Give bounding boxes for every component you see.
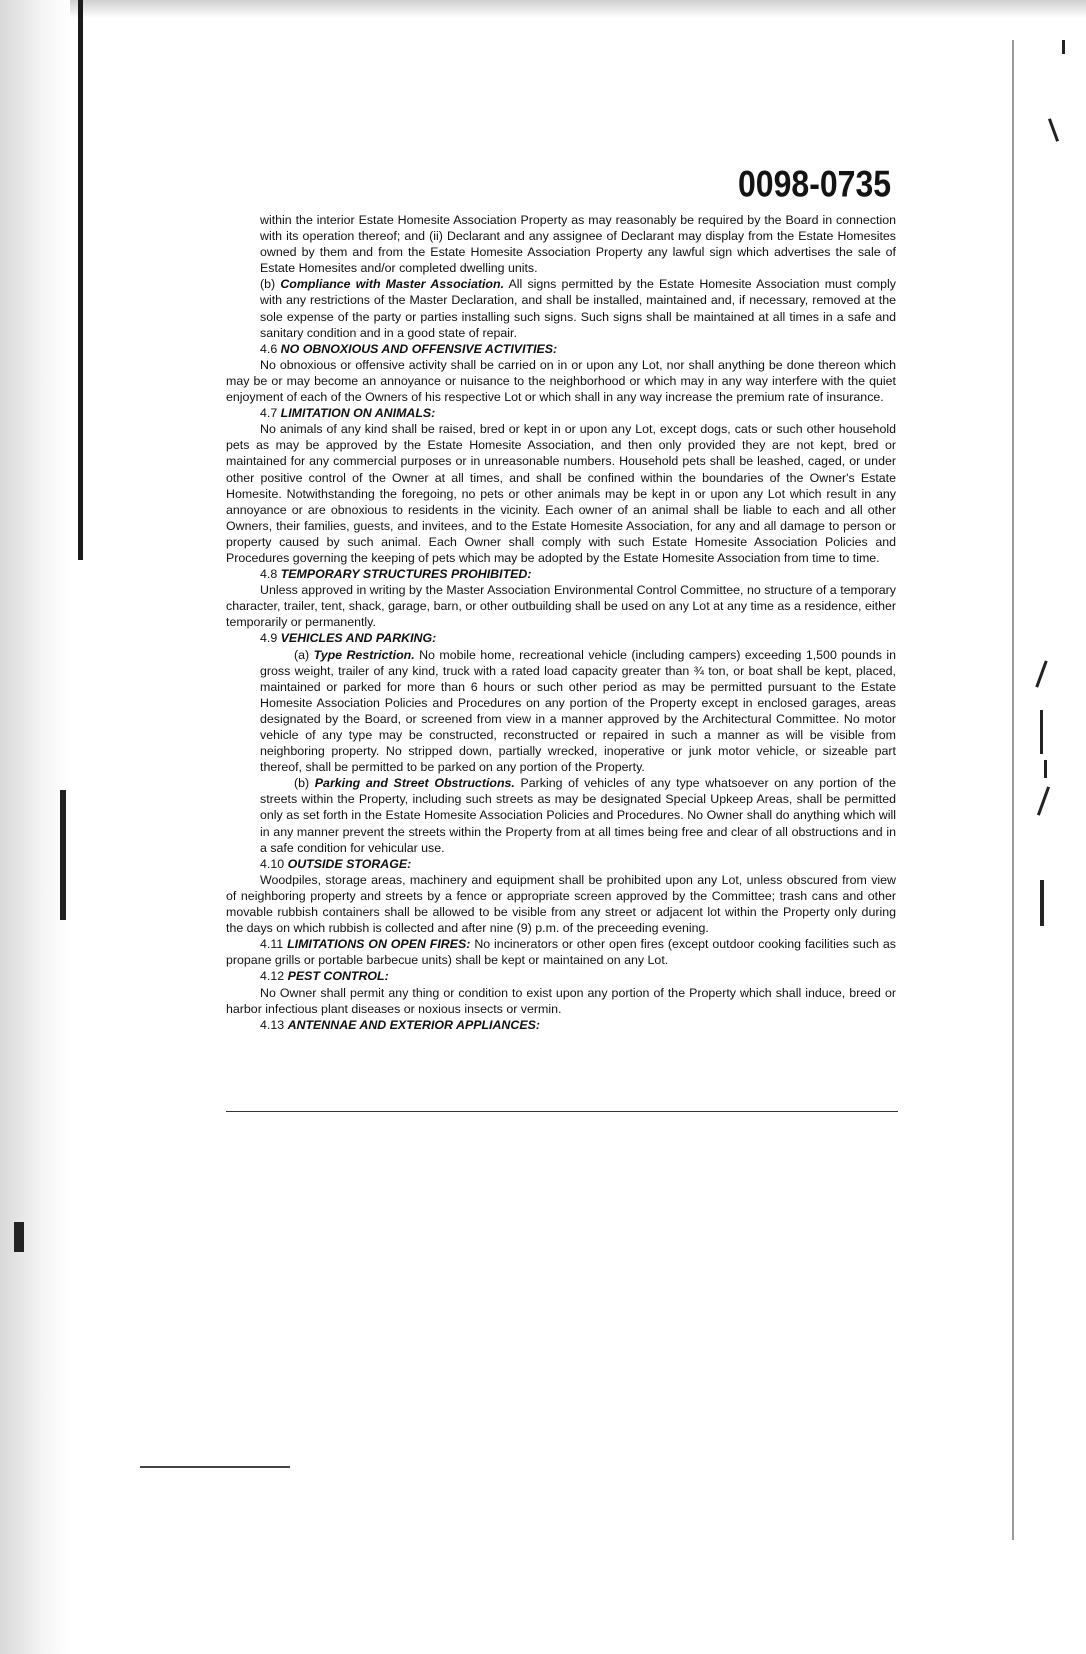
section-4-6-text: No obnoxious or offensive activity shall be carried on in or upon any Lot, nor shall anything be done thereon which may be or may become an annoyance or nuisance to the neighborhood or which may in any way interfere with the quiet enjoyment of each of the Owners of his respective Lot or which shall in any way increase the premium rate of insurance. — [226, 357, 896, 405]
section-4-8-heading — [226, 566, 896, 582]
subsection-text: Parking of vehicles of any type whatsoever on any portion of the streets within the Property, including such streets as may be designated Special Upkeep Areas, shall be permitted only as set forth in the Estate Homesite Association Policies and Procedures. No Owner shall do anything which will in any manner prevent the streets within the Property from at all times being free and clear of all obstructions and in a safe condition for vehicular use. — [260, 776, 896, 855]
section-4-10-heading — [226, 856, 896, 872]
subsection-b-parking — [226, 775, 896, 855]
scan-mark — [1062, 40, 1065, 54]
section-4-6-heading — [226, 341, 896, 357]
section-number: 4.8 — [260, 567, 281, 582]
section-title: LIMITATION ON ANIMALS: — [280, 406, 436, 421]
scan-mark — [1044, 760, 1047, 778]
section-title: VEHICLES AND PARKING: — [280, 631, 437, 646]
section-number: 4.10 — [260, 856, 288, 871]
section-number: 4.9 — [260, 631, 281, 646]
subsection-label: (b) — [260, 277, 281, 292]
section-number: 4.7 — [260, 406, 281, 421]
scan-mark — [1048, 118, 1059, 142]
section-4-13-heading — [226, 1017, 896, 1033]
section-number: 4.11 — [260, 937, 288, 952]
subsection-a-type-restriction — [226, 647, 896, 776]
recording-stamp: 0098-0735 — [738, 163, 892, 205]
subsection-label: (a) — [294, 647, 314, 662]
section-title: LIMITATIONS ON OPEN FIRES: — [287, 937, 471, 952]
section-4-10-text: Woodpiles, storage areas, machinery and equipment shall be prohibited upon any Lot, unless obscured from view of neighboring property and streets by a fence or appropriate screen approved by the Committee; trash cans and other movable rubbish containers shall be allowed to be visible from any street or adjacent lot within the Property only during the days on which rubbish is collected and after nine (9) p.m. of the preceeding evening. — [226, 872, 896, 936]
scan-mark — [1035, 660, 1047, 687]
intro-paragraph: within the interior Estate Homesite Association Property as may reasonably be required by the Board in connection with its operation thereof; and (ii) Declarant and any assignee of Declarant may display from the Estate Homesites owned by them and from the Estate Homesite Association Property any lawful sign which advertises the sale of Estate Homesites and/or completed dwelling units. — [260, 213, 896, 276]
subsection-title: Type Restriction. — [313, 647, 415, 662]
section-number: 4.6 — [260, 341, 281, 356]
section-4-12-text: No Owner shall permit any thing or condition to exist upon any portion of the Property which shall induce, breed or harbor infectious plant diseases or noxious insects or vermin. — [226, 985, 896, 1016]
scan-mark — [14, 1222, 24, 1252]
scan-mark — [1040, 880, 1044, 926]
scan-mark — [60, 790, 66, 920]
subsection-text: No mobile home, recreational vehicle (including campers) exceeding 1,500 pounds in gross weight, trailer of any kind, truck with a rated load capacity greater than ¾ ton, or boat shall be kept, placed, maintained or parked for more than 6 hours or such other period as may be permitted pursuant to the Estate Homesite Association Policies and Procedures on any portion of the Property except in enclosed garages, areas designated by the Board, or screened from view in a manner approved by the Architectural Committee. No motor vehicle of any type may be constructed, reconstructed or repaired in such a manner as will be visible from neighboring property. No stripped down, partially wrecked, inoperative or junk motor vehicle, or sizeable part thereof, shall be permitted to be parked on any portion of the Property. — [260, 647, 896, 775]
subsection-text: All signs permitted by the Estate Homesite Association must comply with any restrictions of the Master Declaration, and shall be installed, maintained and, if necessary, removed at the sole expense of the party or parties installing such signs. Such signs shall be maintained at all times in a safe and sanitary condition and in a good state of repair. — [260, 277, 896, 340]
section-number: 4.13 — [260, 1017, 288, 1032]
section-text: No incinerators or other open fires (except outdoor cooking facilities such as propane grills or portable barbecue units) shall be kept or maintained on any Lot. — [226, 937, 896, 968]
section-underline — [226, 1111, 898, 1112]
scan-bottom-line — [140, 1466, 290, 1468]
section-4-7-heading — [226, 405, 896, 421]
scan-edge-line-right — [1012, 40, 1014, 1540]
subsection-label: (b) — [294, 776, 315, 791]
subsection-title: Parking and Street Obstructions. — [314, 776, 515, 791]
subsection-b-compliance — [226, 276, 896, 340]
section-4-9-heading — [226, 630, 896, 646]
section-4-12-heading — [226, 968, 896, 984]
section-4-8-text: Unless approved in writing by the Master Association Environmental Control Committee, no structure of a temporary character, trailer, tent, shack, garage, barn, or other outbuilding shall be used on any Lot at any time as a residence, either temporarily or permanently. — [226, 583, 896, 630]
section-title: ANTENNAE AND EXTERIOR APPLIANCES: — [287, 1017, 540, 1032]
section-number: 4.12 — [260, 969, 288, 984]
scan-shadow-top — [0, 0, 1086, 18]
section-4-11 — [226, 936, 896, 968]
section-title: TEMPORARY STRUCTURES PROHIBITED: — [280, 567, 532, 582]
document-body — [226, 212, 896, 1033]
scan-edge-line-left — [78, 0, 83, 560]
section-title: NO OBNOXIOUS AND OFFENSIVE ACTIVITIES: — [280, 341, 558, 356]
section-title: PEST CONTROL: — [287, 969, 389, 984]
section-title: OUTSIDE STORAGE: — [287, 856, 412, 871]
scan-mark — [1040, 710, 1043, 754]
scan-mark — [1037, 786, 1050, 815]
section-4-7-text: No animals of any kind shall be raised, bred or kept in or upon any Lot, except dogs, cats or such other household pets as may be approved by the Estate Homesite Association, and then only provided they are not kept, bred or maintained for any commercial purposes or in unreasonable numbers. Household pets shall be leashed, caged, or under other positive control of the Owner at all times, and shall be confined within the boundaries of the Owner's Estate Homesite. Notwithstanding the foregoing, no pets or other animals may be kept in or upon any Lot which result in any annoyance or are obnoxious to residents in the vicinity. Each owner of an animal shall be liable to each and all other Owners, their families, guests, and invitees, and to the Estate Homesite Association, for any and all damage to person or property caused by such animal. Each Owner shall comply with such Estate Homesite Association Policies and Procedures governing the keeping of pets which may be adopted by the Estate Homesite Association from time to time. — [226, 422, 896, 565]
subsection-title: Compliance with Master Association. — [280, 277, 505, 292]
